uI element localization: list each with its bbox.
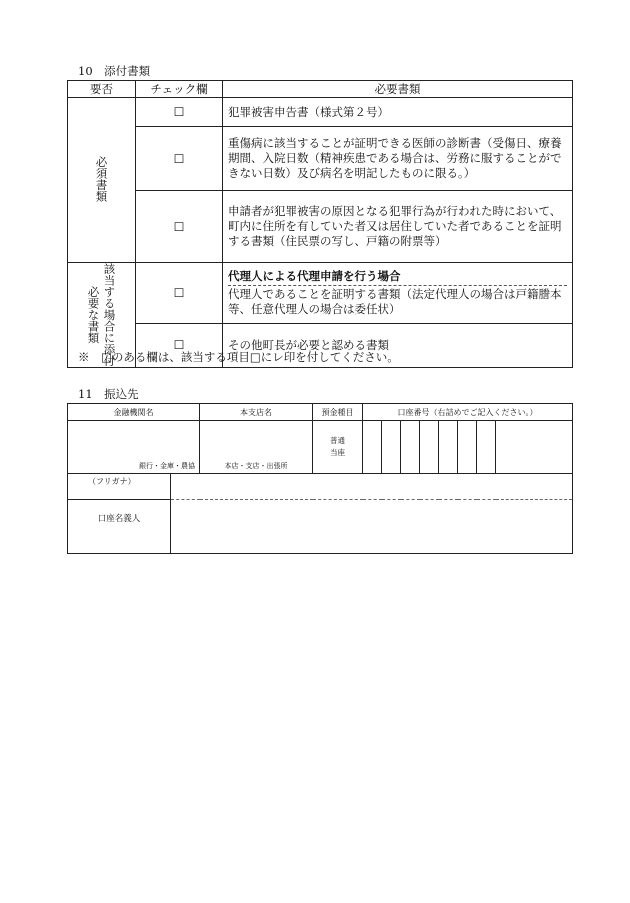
account-digit[interactable]: [401, 421, 420, 474]
section11-title: 11 振込先: [78, 387, 139, 401]
required-group-label: [68, 98, 136, 263]
header-account: 口座番号（右詰めでご記入ください。）: [363, 404, 573, 421]
checkbox[interactable]: ☐: [173, 105, 185, 119]
account-digit[interactable]: [477, 421, 496, 474]
checkbox-cell[interactable]: [136, 263, 223, 324]
attachments-table: [67, 80, 573, 368]
conditional-label-col1: 該当する場合に添付: [102, 263, 117, 367]
branch-name-field[interactable]: [200, 421, 313, 474]
header-check: チェック欄: [136, 81, 223, 98]
bank-suffix: 銀行・金庫・農協: [139, 462, 195, 470]
account-digit[interactable]: [382, 421, 401, 474]
branch-suffix: 本店・支店・出張所: [224, 462, 288, 470]
bank-transfer-table: [67, 403, 573, 554]
account-digit[interactable]: [496, 421, 573, 474]
doc-item: その他町長が必要と認める書類: [223, 323, 573, 367]
account-holder-label: 口座名義人: [68, 500, 171, 554]
header-required: 要否: [68, 81, 136, 98]
doc-item: 重傷病に該当することが証明できる医師の診断書（受傷日、療養期間、入院日数（精神疾患である場合は、労務に服することができない日数）及び病名を明記したものに限る。）: [223, 127, 573, 191]
checkbox[interactable]: ☐: [173, 285, 185, 300]
proxy-heading: 代理人による代理申請を行う場合: [228, 269, 567, 286]
checkbox-note: ※ □のある欄は、該当する項目□にレ印を付してください。: [78, 350, 399, 364]
header-branch: 本支店名: [200, 404, 313, 421]
doc-item: 代理人であることを証明する書類（法定代理人の場合は戸籍謄本等、任意代理人の場合は委任状）: [228, 286, 562, 316]
doc-item: 申請者が犯罪被害の原因となる犯罪行為が行われた時において、町内に住所を有していた者又は居住していた者であることを証明する書類（住民票の写し、戸籍の附票等）: [223, 191, 573, 263]
deposit-type-field[interactable]: [313, 421, 363, 474]
account-digit[interactable]: [420, 421, 439, 474]
furigana-field[interactable]: [171, 474, 573, 500]
account-digit[interactable]: [458, 421, 477, 474]
header-bank: 金融機関名: [68, 404, 200, 421]
required-group-text: 必須書類: [94, 155, 109, 202]
header-type: 預金種目: [313, 404, 363, 421]
type-ordinary[interactable]: 普通: [330, 436, 345, 445]
checkbox[interactable]: ☐: [173, 219, 185, 234]
type-current[interactable]: 当座: [330, 448, 345, 457]
furigana-label: （フリガナ）: [68, 474, 171, 500]
header-docs: 必要書類: [223, 81, 573, 98]
checkbox-cell[interactable]: [136, 127, 223, 191]
section10-title: 10 添付書類: [78, 64, 151, 78]
conditional-label-col2: 必要な書類: [86, 286, 101, 344]
account-digit[interactable]: [439, 421, 458, 474]
checkbox[interactable]: ☐: [173, 338, 185, 353]
checkbox[interactable]: ☐: [173, 151, 185, 166]
bank-name-field[interactable]: [68, 421, 200, 474]
account-digit[interactable]: [363, 421, 382, 474]
checkbox-cell[interactable]: [136, 191, 223, 263]
doc-item: 犯罪被害申告書（様式第２号）: [223, 98, 573, 127]
checkbox-cell[interactable]: [136, 98, 223, 127]
doc-item-proxy: [223, 263, 573, 324]
account-holder-field[interactable]: [171, 500, 573, 554]
